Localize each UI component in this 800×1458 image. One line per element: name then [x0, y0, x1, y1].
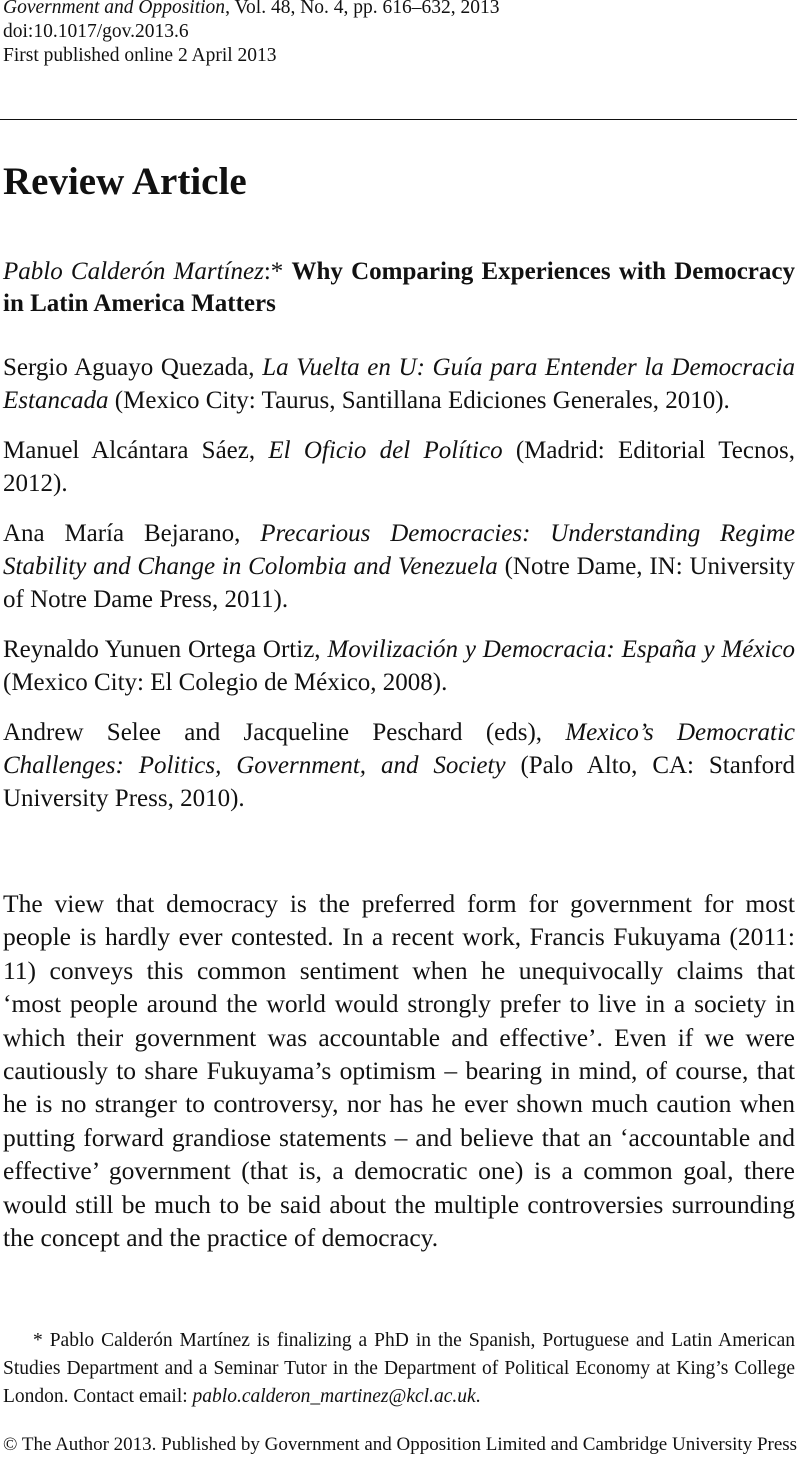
- book-title: Movilización y Democracia: España y México: [327, 636, 795, 663]
- author-footnote-mark: :*: [263, 258, 292, 285]
- book-authors: Manuel Alcántara Sáez,: [3, 437, 269, 464]
- footnote-text: * Pablo Calderón Martínez is finalizing a PhD in the Spanish, Portuguese and Latin American Studies Department and a Seminar Tutor in the Department of Political Economy at King’s College London. Contact email:: [3, 1330, 795, 1407]
- journal-header: [3, 0, 500, 68]
- book-entry: [3, 434, 795, 500]
- section-title: Review Article: [3, 160, 247, 203]
- book-details: (Palo Alto, CA: Stanford University Press, 2010).: [3, 752, 795, 812]
- book-entry: [3, 517, 795, 616]
- book-details: (Madrid: Editorial Tecnos, 2012).: [3, 437, 795, 497]
- article-title: Why Comparing Experiences with Democracy in Latin America Matters: [3, 258, 796, 317]
- volume-info: , Vol. 48, No. 4, pp. 616–632, 2013: [225, 0, 500, 18]
- book-authors: Reynaldo Yunuen Ortega Ortiz,: [3, 636, 328, 663]
- book-details: (Mexico City: Taurus, Santillana Ediciones Generales, 2010).: [108, 387, 730, 414]
- contact-email: pablo.calderon_martinez@kcl.ac.uk: [192, 1386, 476, 1407]
- book-title: La Vuelta en U: Guía para Entender la Democracia Estancada: [3, 354, 795, 414]
- citation-line: [3, 0, 500, 20]
- book-entry: [3, 351, 795, 417]
- body-paragraph: The view that democracy is the preferred form for government for most people is hardly ever contested. In a recent work, Francis Fukuyama (2011: 11) conveys this common sentiment when he unequivocally claims that ‘most people around the world would strongly prefer to live in a society in which their government was accountable and effective’. Even if we were cautiously to share Fukuyama’s optimism – bearing in mind, of course, that he is no stranger to controversy, nor has he ever shown much caution when putting forward grandiose statements – and believe that an ‘accountable and effective’ government (that is, a democratic one) is a common goal, there would still be much to be said about the multiple controversies surrounding the concept and the practice of democracy.: [3, 889, 795, 1253]
- book-authors: Ana María Bejarano,: [3, 520, 261, 547]
- article-author: Pablo Calderón Martínez: [3, 258, 264, 285]
- header-divider: [0, 119, 797, 120]
- book-authors: Andrew Selee and Jacqueline Peschard (eds),: [3, 719, 566, 746]
- published-line: First published online 2 April 2013: [3, 45, 277, 66]
- book-authors: Sergio Aguayo Quezada,: [3, 354, 263, 381]
- book-details: (Notre Dame, IN: University of Notre Dame Press, 2011).: [3, 553, 795, 613]
- book-entry: [3, 716, 795, 815]
- author-footnote: [3, 1327, 795, 1411]
- footnote-end: .: [475, 1386, 481, 1407]
- book-title: Mexico’s Democratic Challenges: Politics, Government, and Society: [3, 719, 795, 779]
- journal-name: Government and Opposition: [3, 0, 226, 18]
- reviewed-books-list: [3, 351, 795, 832]
- copyright-line: © The Author 2013. Published by Government and Opposition Limited and Cambridge University Press: [3, 1434, 798, 1455]
- book-title: El Oficio del Político: [268, 437, 503, 464]
- book-title: Precarious Democracies: Understanding Regime Stability and Change in Colombia and Venezuela: [3, 520, 795, 580]
- book-details: (Mexico City: El Colegio de México, 2008).: [3, 669, 448, 696]
- book-entry: [3, 633, 795, 699]
- doi-line: doi:10.1017/gov.2013.6: [3, 21, 189, 42]
- article-byline: [3, 256, 795, 320]
